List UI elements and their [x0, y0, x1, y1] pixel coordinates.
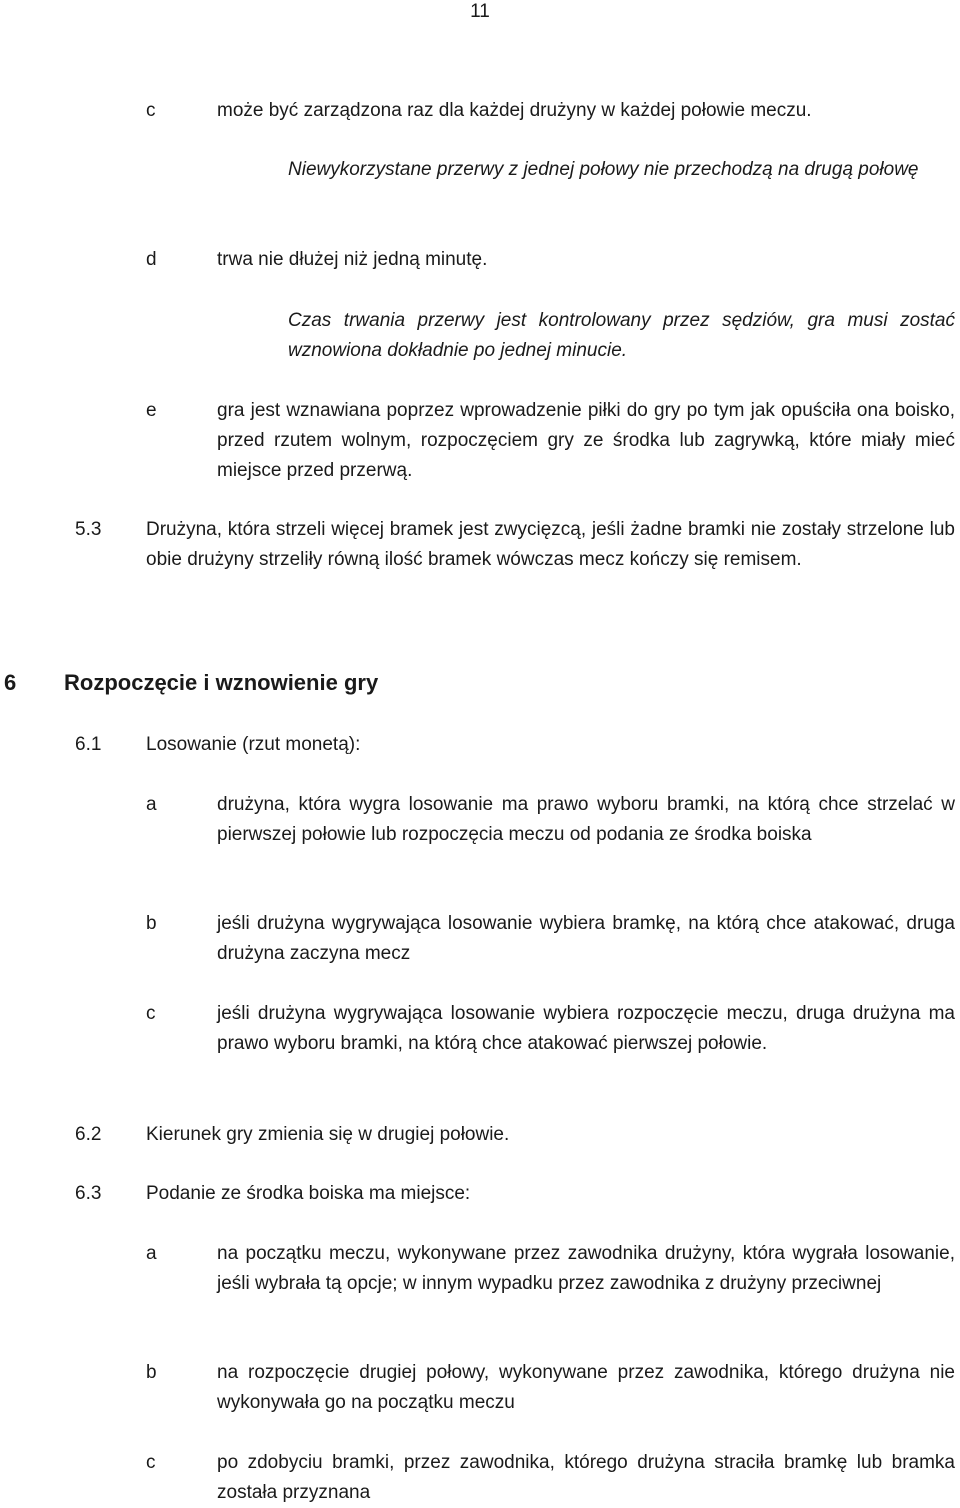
note-text: Niewykorzystane przerwy z jednej połowy nie przechodzą na drugą połowę	[288, 159, 919, 180]
list-letter: b	[146, 1362, 157, 1383]
list-item-text: jeśli drużyna wygrywająca losowanie wybiera rozpoczęcie meczu, druga drużyna ma prawo wyboru bramki, na którą chce atakować pierwszej połowie.	[217, 1003, 955, 1054]
list-item-text: gra jest wznawiana poprzez wprowadzenie piłki do gry po tym jak opuściła ona boisko, przed rzutem wolnym, rozpoczęciem gry ze środka lub zagrywką, które miały mieć miejsce przed przerwą.	[217, 400, 955, 481]
list-letter: a	[146, 1243, 157, 1264]
section-text: Kierunek gry zmienia się w drugiej połowie.	[146, 1124, 510, 1145]
section-text: Podanie ze środka boiska ma miejsce:	[146, 1183, 471, 1204]
section-number: 6.1	[75, 734, 102, 755]
list-item-text: może być zarządzona raz dla każdej drużyny w każdej połowie meczu.	[217, 100, 812, 121]
list-letter: a	[146, 794, 157, 815]
section-number: 5.3	[75, 519, 102, 540]
list-letter: c	[146, 1452, 156, 1473]
section-number: 6.3	[75, 1183, 102, 1204]
list-item-text: na początku meczu, wykonywane przez zawodnika drużyny, która wygrała losowanie, jeśli wybrała tą opcje; w innym wypadku przez zawodnika z drużyny przeciwnej	[217, 1243, 955, 1294]
list-item-text: trwa nie dłużej niż jedną minutę.	[217, 249, 488, 270]
heading-title: Rozpoczęcie i wznowienie gry	[64, 670, 379, 695]
list-letter: c	[146, 100, 156, 121]
list-letter: c	[146, 1003, 156, 1024]
note-text: Czas trwania przerwy jest kontrolowany przez sędziów, gra musi zostać wznowiona dokładnie po jednej minucie.	[288, 310, 955, 361]
section-number: 6.2	[75, 1124, 102, 1145]
list-letter: b	[146, 913, 157, 934]
list-item-text: jeśli drużyna wygrywająca losowanie wybiera bramkę, na którą chce atakować, druga drużyna zaczyna mecz	[217, 913, 955, 964]
list-letter: d	[146, 249, 157, 270]
list-item-text: na rozpoczęcie drugiej połowy, wykonywane przez zawodnika, którego drużyna nie wykonywała go na początku meczu	[217, 1362, 955, 1413]
section-text: Losowanie (rzut monetą):	[146, 734, 361, 755]
heading-number: 6	[4, 670, 17, 695]
section-text	[146, 515, 955, 575]
list-item-text: drużyna, która wygra losowanie ma prawo wyboru bramki, na którą chce strzelać w pierwszej połowie lub rozpoczęcia meczu od podania ze środka boiska	[217, 794, 955, 845]
list-letter: e	[146, 400, 157, 421]
page-number: 11	[470, 1, 490, 22]
list-item-text: po zdobyciu bramki, przez zawodnika, którego drużyna straciła bramkę lub bramka została przyznana	[217, 1452, 955, 1503]
section-5-3-text: Drużyna, która strzeli więcej bramek jest zwycięzcą, jeśli żadne bramki nie zostały strzelone lub obie drużyny strzeliły równą ilość bramek wówczas mecz kończy się remisem.	[146, 519, 955, 570]
